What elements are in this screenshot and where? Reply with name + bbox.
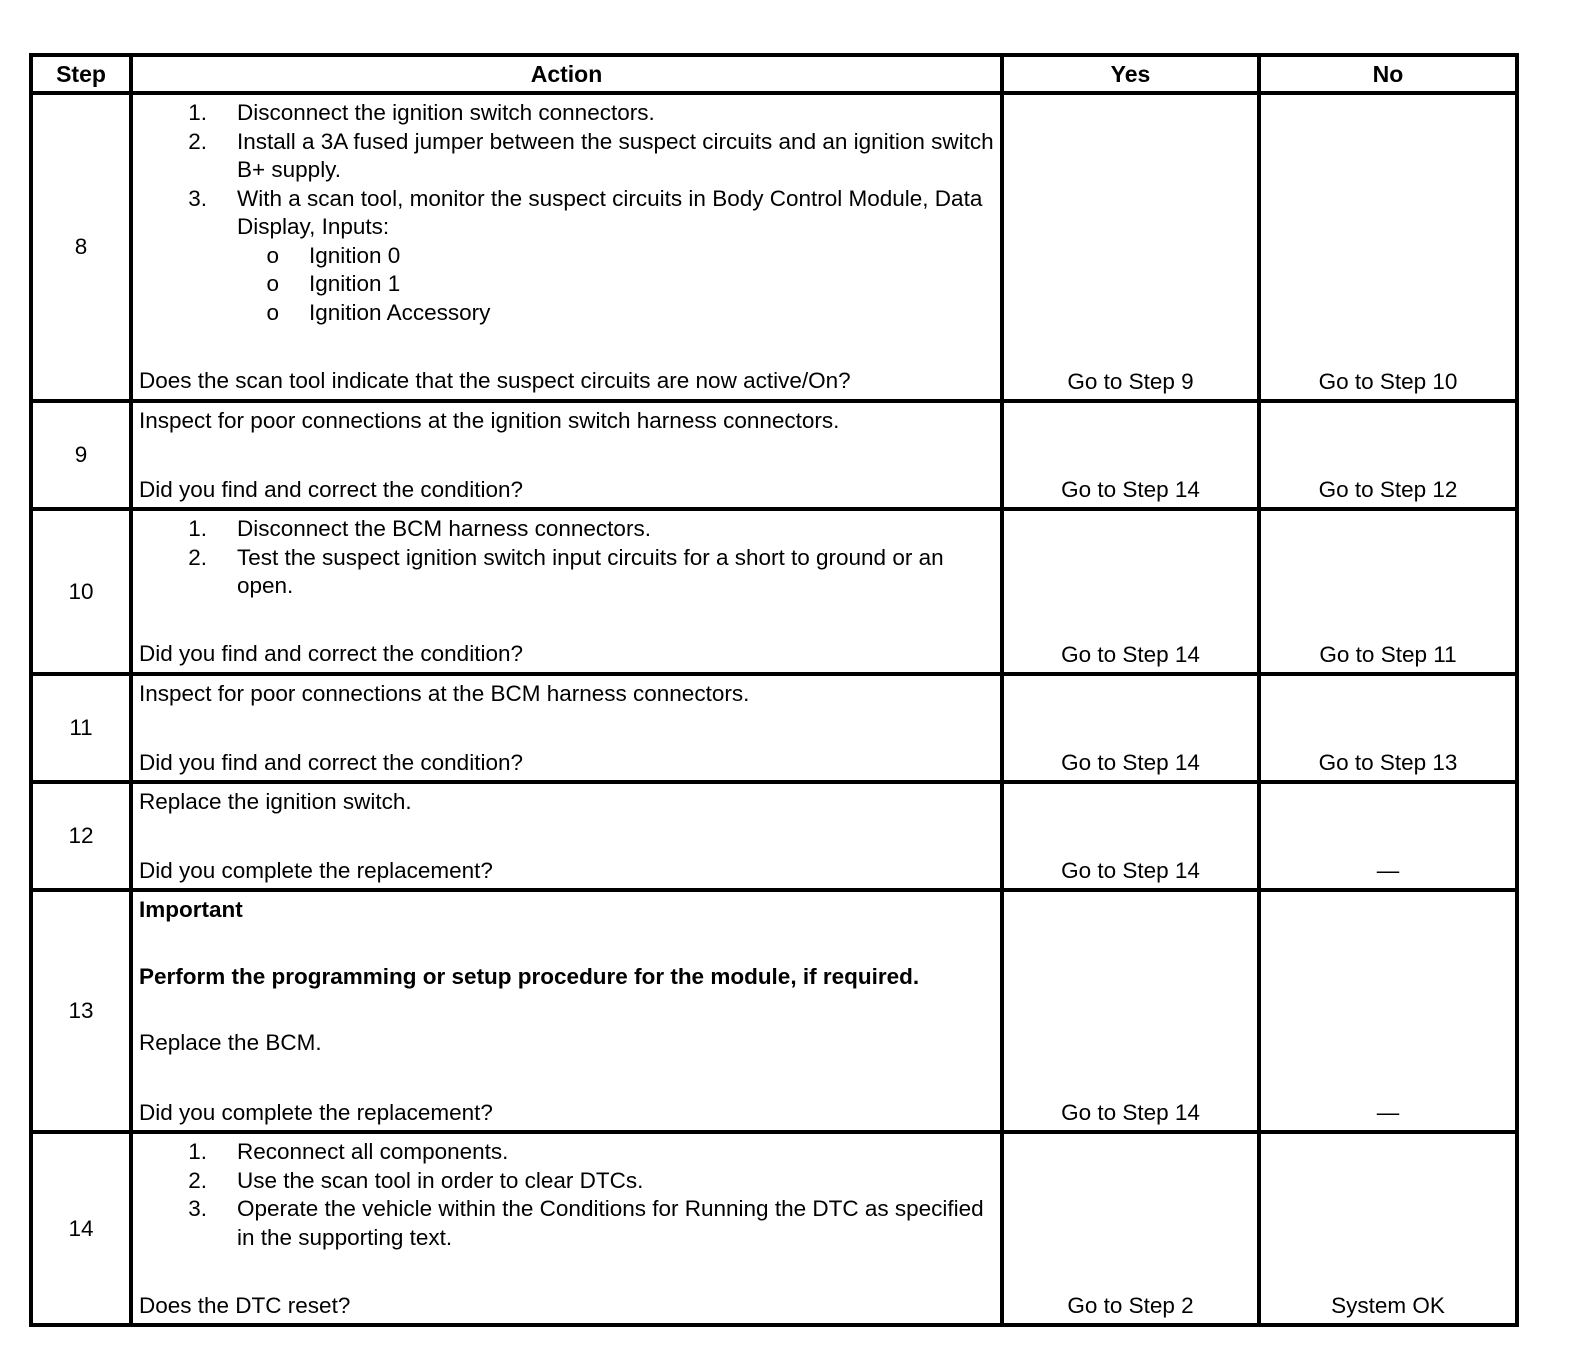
question-text: Did you find and correct the condition? [139,749,523,775]
question-text: Did you complete the replacement? [139,1099,493,1125]
action-cell [131,782,1002,890]
important-label: Important [139,897,243,922]
table-row [31,890,1517,1132]
no-link: — [1259,890,1517,1132]
no-link[interactable]: Go to Step 13 [1259,674,1517,782]
header-no: No [1259,55,1517,93]
action-text: Inspect for poor connections at the ignition switch harness connectors. [139,408,840,433]
bullet-item: o Ignition 0 [266,242,401,268]
diagnostic-table [29,53,1519,1327]
table-row [31,1132,1517,1325]
step-number: 12 [31,782,131,890]
yes-link[interactable]: Go to Step 9 [1002,93,1259,401]
no-link[interactable]: Go to Step 11 [1259,509,1517,674]
table-row [31,782,1517,890]
action-text: Replace the ignition switch. [139,789,412,814]
no-link[interactable]: Go to Step 12 [1259,401,1517,509]
header-action: Action [131,55,1002,93]
action-cell [131,509,1002,674]
no-link: — [1259,782,1517,890]
list-item: 2. Use the scan tool in order to clear DTCs. [188,1167,644,1193]
bullet-item: o Ignition 1 [266,271,401,296]
step-number: 8 [31,93,131,401]
list-item: 3. With a scan tool, monitor the suspect circuits in Body Control Module, Data Display, Inputs: [188,185,983,239]
table-row [31,674,1517,782]
yes-link[interactable]: Go to Step 14 [1002,401,1259,509]
yes-link[interactable]: Go to Step 14 [1002,890,1259,1132]
no-link: System OK [1259,1132,1517,1325]
question-text: Does the scan tool indicate that the suspect circuits are now active/On? [139,367,851,393]
action-text: Replace the BCM. [139,1030,322,1055]
action-cell [131,674,1002,782]
action-cell [131,401,1002,509]
yes-link[interactable]: Go to Step 14 [1002,509,1259,674]
question-text: Did you find and correct the condition? [139,640,523,666]
action-text: Inspect for poor connections at the BCM harness connectors. [139,681,750,706]
step-number: 13 [31,890,131,1132]
header-step: Step [31,55,131,93]
list-item: 1. Disconnect the ignition switch connectors. [188,100,655,125]
step-number: 10 [31,509,131,674]
question-text: Did you complete the replacement? [139,857,493,883]
list-item: 1. Disconnect the BCM harness connectors. [188,516,651,541]
bullet-item: o Ignition Accessory [266,299,491,325]
step-number: 11 [31,674,131,782]
list-item: 1. Reconnect all components. [188,1139,509,1164]
step-number: 14 [31,1132,131,1325]
yes-link[interactable]: Go to Step 14 [1002,782,1259,890]
header-yes: Yes [1002,55,1259,93]
action-cell [131,1132,1002,1325]
question-text: Did you find and correct the condition? [139,476,523,502]
list-item: 2. Install a 3A fused jumper between the suspect circuits and an ignition switch B+ supply. [188,128,994,182]
header-row [31,55,1517,93]
table-row [31,401,1517,509]
list-item: 3. Operate the vehicle within the Conditions for Running the DTC as specified in the supporting text. [188,1196,984,1250]
action-cell [131,93,1002,401]
yes-link[interactable]: Go to Step 14 [1002,674,1259,782]
no-link[interactable]: Go to Step 10 [1259,93,1517,401]
step-number: 9 [31,401,131,509]
important-note: Perform the programming or setup procedure for the module, if required. [139,963,920,989]
table-row [31,509,1517,674]
yes-link[interactable]: Go to Step 2 [1002,1132,1259,1325]
action-cell [131,890,1002,1132]
question-text: Does the DTC reset? [139,1292,351,1318]
table-row [31,93,1517,401]
list-item: 2. Test the suspect ignition switch input circuits for a short to ground or an open. [188,544,944,598]
